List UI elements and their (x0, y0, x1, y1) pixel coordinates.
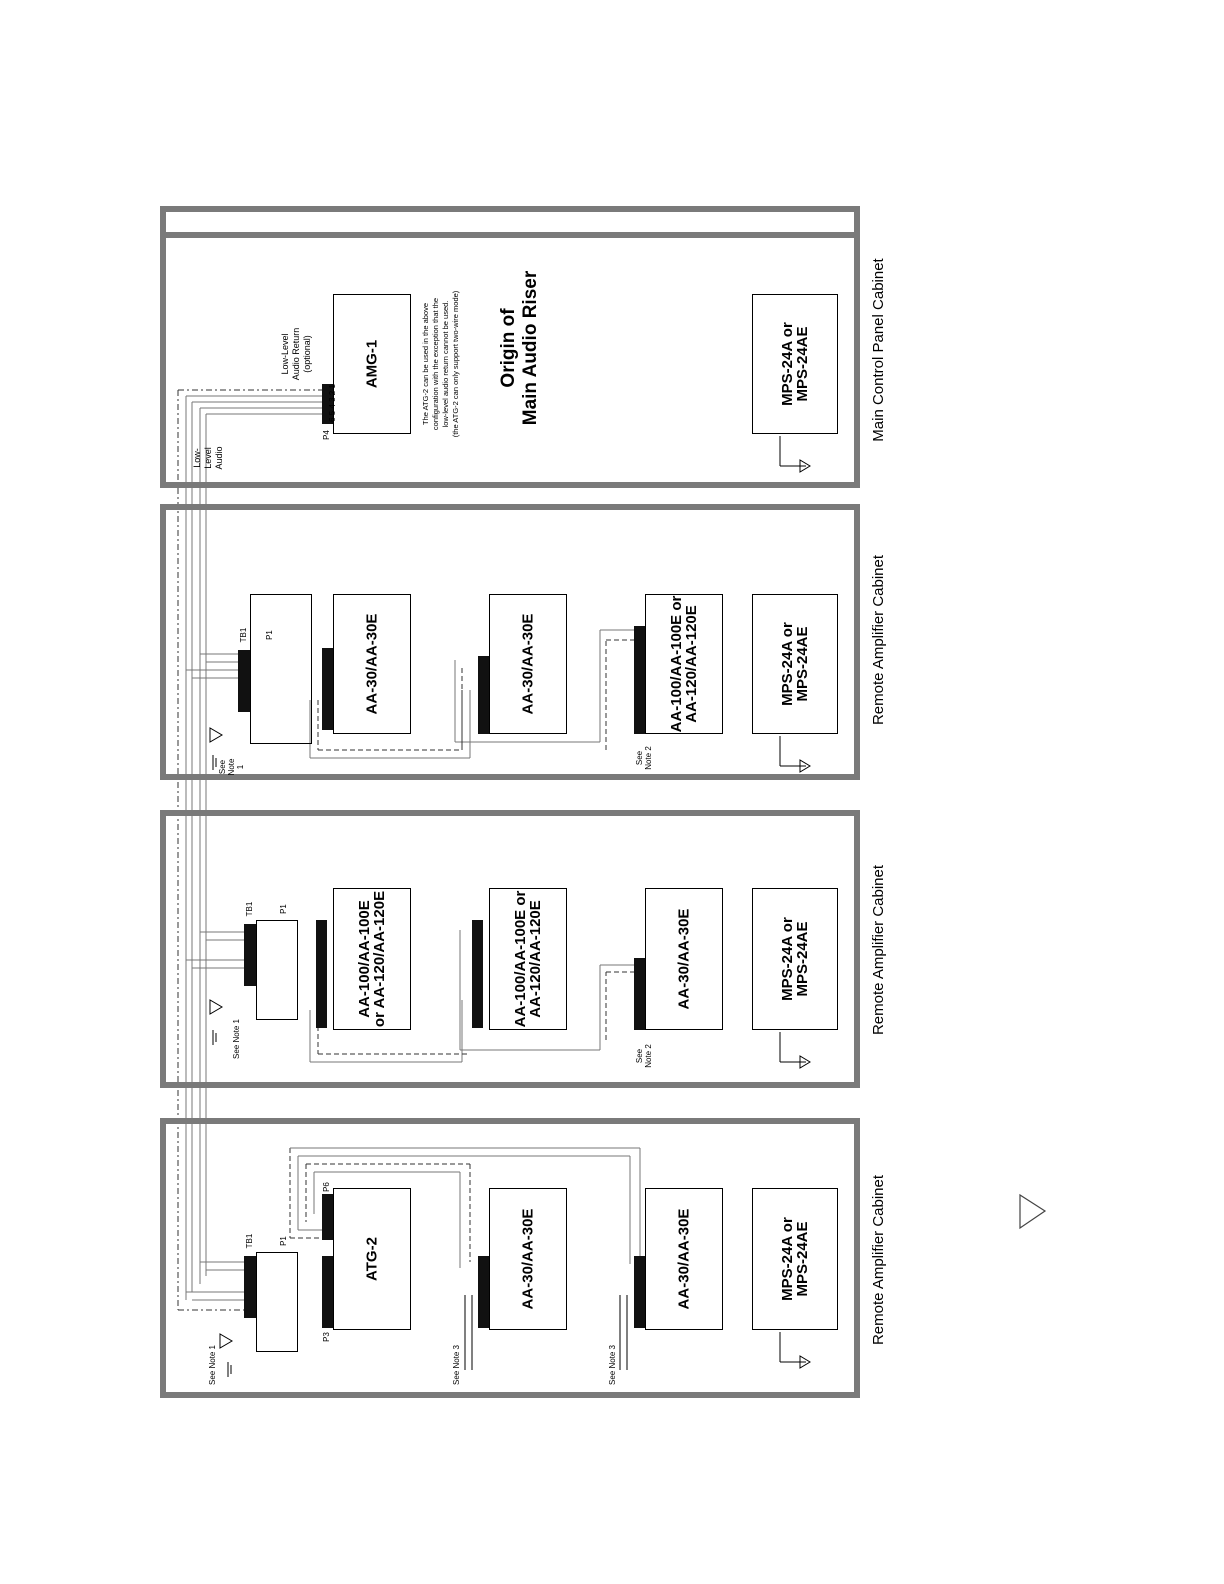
note-atg-2: The ATG-2 can be used in the above configuration with the exception that the low-level audio return cannot be used. (the ATG-2 can only support two-wire mode) (421, 290, 460, 438)
module-aa-30-1b (489, 594, 567, 734)
see-note-1: See Note 1 (208, 1344, 217, 1386)
module-mps-main (752, 294, 838, 434)
module-label: MPS-24A or MPS-24AE (779, 622, 811, 706)
tb1-board-2 (256, 920, 298, 1020)
cabinet-label-main: Main Control Panel Cabinet (870, 258, 887, 442)
cabinet-label-remote-1: Remote Amplifier Cabinet (870, 554, 887, 726)
module-aa-100-1 (645, 594, 723, 734)
module-label: AA-30/AA-30E (675, 908, 693, 1010)
module-label: AA-100/AA-100E or AA-120/AA-120E (668, 595, 700, 733)
module-label: AA-100/AA-100E or AA-120/AA-120E (512, 890, 544, 1028)
module-label: AA-30/AA-30E (519, 1208, 537, 1310)
module-label: MPS-24A or MPS-24AE (779, 917, 811, 1001)
connector-p4 (634, 958, 645, 1030)
module-label: AA-30/AA-30E (519, 613, 537, 715)
origin-title: Origin of Main Audio Riser (498, 270, 541, 426)
connector-label-p6: P6 (322, 1182, 331, 1192)
see-note-1: See Note 1 (232, 1018, 241, 1060)
module-aa-30-3a (489, 1188, 567, 1330)
module-aa-100-2b (489, 888, 567, 1030)
see-note-2: See Note 2 (635, 746, 653, 770)
module-label: MPS-24A or MPS-24AE (779, 322, 811, 406)
terminal-block-tb1 (244, 1256, 256, 1318)
cabinet-main-top-rail (160, 206, 860, 232)
module-amg-1 (333, 294, 411, 434)
see-note-3: See Note 3 (608, 1344, 617, 1386)
tb1-label: TB1 (245, 1233, 254, 1249)
module-label: AMG-1 (363, 339, 381, 389)
module-label: MPS-24A or MPS-24AE (779, 1217, 811, 1301)
module-aa-100-2a (333, 888, 411, 1030)
connector-p3 (322, 1256, 333, 1328)
terminal-block-tb1 (238, 650, 250, 712)
triangle-marker-icon (1020, 1195, 1045, 1228)
see-note-1: See Note 1 (218, 758, 245, 776)
connector-label: P4 (322, 430, 331, 440)
note-audio-return: Low-Level Audio Return (optional) (280, 327, 312, 381)
p1-label: P1 (279, 1236, 288, 1246)
connector-p4 (478, 1256, 489, 1328)
p1-label: P1 (265, 630, 274, 640)
cabinet-label-remote-2: Remote Amplifier Cabinet (870, 864, 887, 1036)
note-low-level-audio: Low- Level Audio (192, 446, 224, 470)
connector-p4 (634, 1256, 645, 1328)
module-mps-3 (752, 1188, 838, 1330)
connector-p4 (322, 648, 333, 730)
see-note-2: See Note 2 (635, 1044, 653, 1068)
module-mps-2 (752, 888, 838, 1030)
tb1-label: TB1 (239, 627, 248, 643)
p1-label: P1 (279, 904, 288, 914)
tb1-label: TB1 (245, 901, 254, 917)
tb1-board-1 (250, 594, 312, 744)
module-mps-1 (752, 594, 838, 734)
module-label: AA-100/AA-100E or AA-120/AA-120E (356, 890, 388, 1028)
module-label: AA-30/AA-30E (675, 1208, 693, 1310)
see-note-3: See Note 3 (452, 1344, 461, 1386)
connector-p3 (316, 920, 327, 1028)
terminal-block-tb1 (244, 924, 256, 986)
connector-label-p3: P3 (322, 1332, 331, 1342)
module-aa-30-1a (333, 594, 411, 734)
connector-p3 (634, 626, 645, 734)
module-atg-2 (333, 1188, 411, 1330)
tb1-board-3 (256, 1252, 298, 1352)
module-aa-30-2 (645, 888, 723, 1030)
connector-pins: 6 5 4 3 2 1 (328, 384, 337, 422)
cabinet-label-remote-3: Remote Amplifier Cabinet (870, 1174, 887, 1346)
connector-p4 (478, 656, 489, 734)
module-aa-30-3b (645, 1188, 723, 1330)
connector-p6 (322, 1194, 333, 1240)
module-label: AA-30/AA-30E (363, 613, 381, 715)
module-label: ATG-2 (363, 1237, 381, 1281)
connector-p3 (472, 920, 483, 1028)
